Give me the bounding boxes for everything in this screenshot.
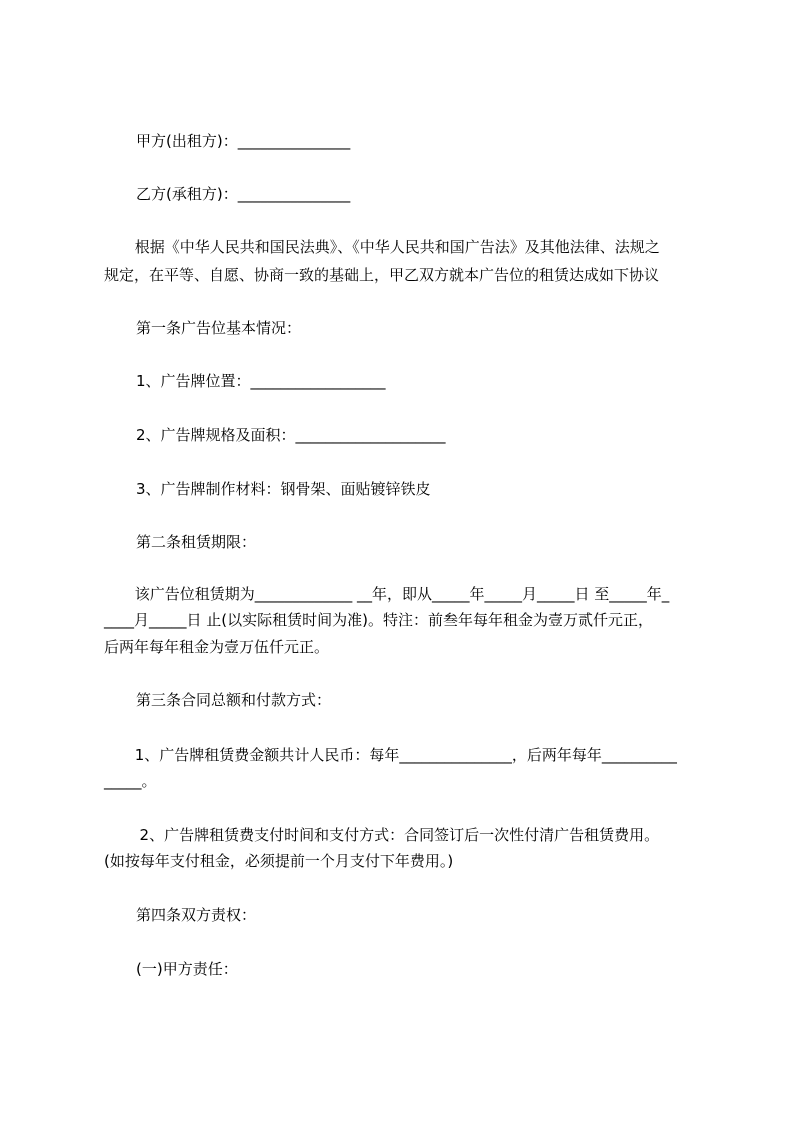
party-b-line: 乙方(承租方)：_______________ (136, 185, 351, 203)
article-2-line-2: ____月_____日 止(以实际租赁时间为准)。特注：前叁年每年租金为壹万贰仟元正， (104, 611, 653, 629)
preamble-line-2: 规定，在平等、自愿、协商一致的基础上，甲乙双方就本广告位的租赁达成如下协议 (104, 266, 660, 284)
article-3-item-1-line-2: _____。 (104, 772, 157, 790)
article-1-item-2: 2、广告牌规格及面积：____________________ (136, 426, 446, 444)
article-4-title: 第四条双方责权： (136, 906, 257, 924)
article-2-line-3: 后两年每年租金为壹万伍仟元正。 (104, 638, 330, 656)
article-1-item-3: 3、广告牌制作材料：钢骨架、面贴镀锌铁皮 (136, 480, 431, 498)
article-1-title: 第一条广告位基本情况： (136, 319, 302, 337)
article-3-title: 第三条合同总额和付款方式： (136, 691, 332, 709)
article-2-line-1: 该广告位租赁期为_____________ __年，即从_____年_____月_____日 至_____年_ (130, 585, 670, 603)
article-2-title: 第二条租赁期限： (136, 533, 257, 551)
article-1-item-1: 1、广告牌位置：__________________ (136, 372, 386, 390)
party-a-line: 甲方(出租方)：_______________ (136, 132, 351, 150)
article-3-item-1-line-1: 1、广告牌租赁费金额共计人民币：每年_______________，后两年每年__________ (130, 746, 677, 764)
article-3-item-2-line-2: (如按每年支付租金，必须提前一个月支付下年费用。) (104, 852, 454, 870)
article-4-sub-1: (一)甲方责任： (136, 960, 238, 978)
article-3-item-2-line-1: 2、广告牌租赁费支付时间和支付方式：合同签订后一次性付清广告租赁费用。 (130, 826, 660, 844)
preamble-line-1: 根据《中华人民共和国民法典》、《中华人民共和国广告法》及其他法律、法规之 (130, 238, 660, 256)
